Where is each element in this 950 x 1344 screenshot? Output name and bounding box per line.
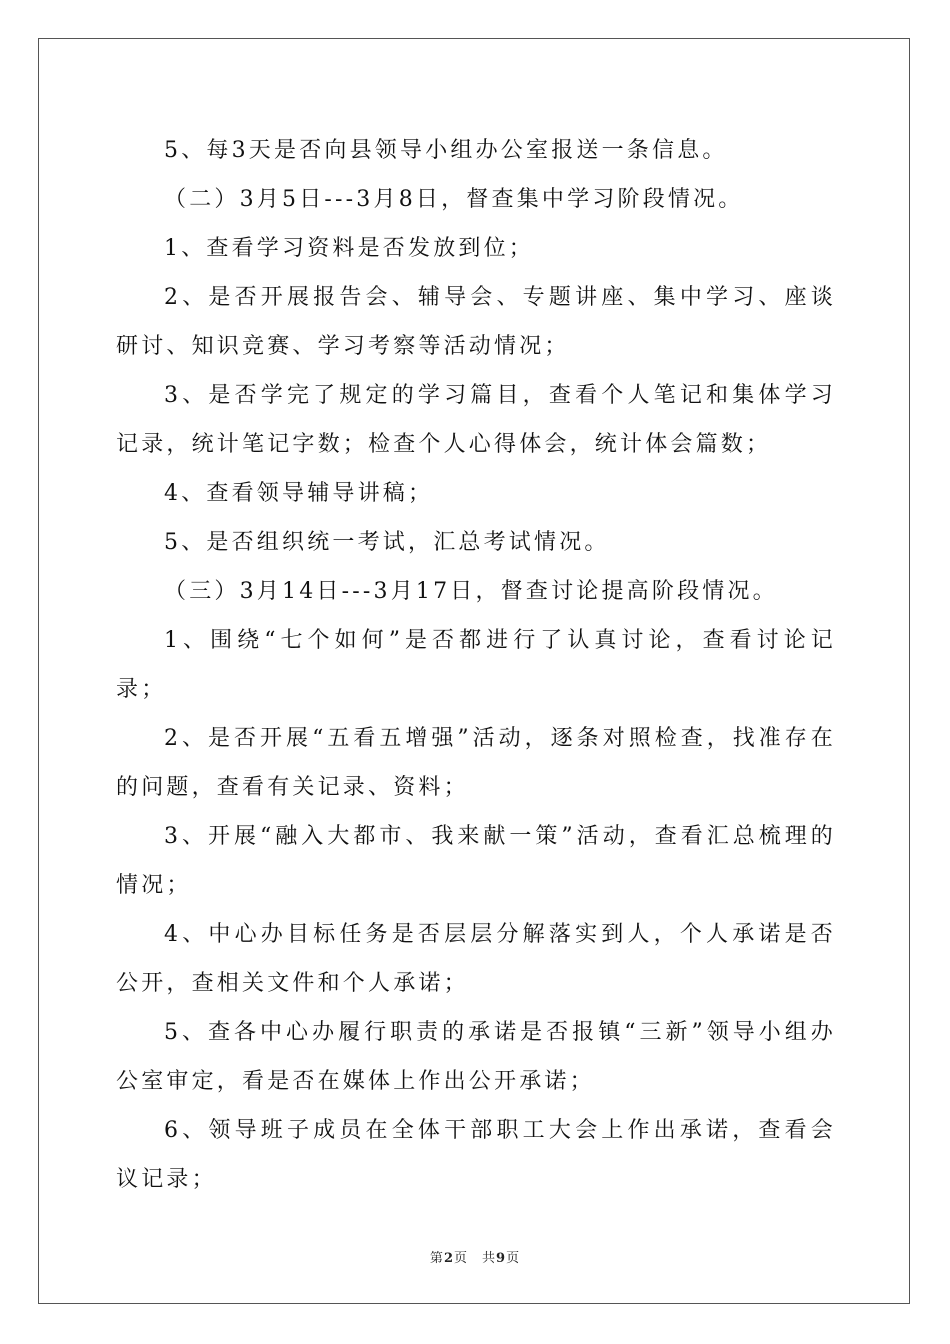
current-page-number: 2 [443,1251,454,1266]
paragraph: 4、中心办目标任务是否层层分解落实到人，个人承诺是否公开，查相关文件和个人承诺； [116,922,836,996]
paragraph: 5、是否组织统一考试，汇总考试情况。 [164,530,610,555]
section-heading: （三）3月14日---3月17日，督查讨论提高阶段情况。 [164,579,778,604]
page-suffix: 页 [453,1251,468,1266]
section-heading: （二）3月5日---3月8日，督查集中学习阶段情况。 [164,187,744,212]
document-body [116,126,836,1204]
paragraph: 3、是否学完了规定的学习篇目，查看个人笔记和集体学习记录，统计笔记字数；检查个人心得体会，统计体会篇数； [116,383,836,457]
total-prefix: 共 [482,1251,497,1266]
paragraph: 2、是否开展“五看五增强”活动，逐条对照检查，找准存在的问题，查看有关记录、资料； [116,726,836,800]
paragraph: 3、开展“融入大都市、我来献一策”活动，查看汇总梳理的情况； [116,824,836,898]
paragraph: 5、每3天是否向县领导小组办公室报送一条信息。 [164,138,728,163]
paragraph: 2、是否开展报告会、辅导会、专题讲座、集中学习、座谈研讨、知识竞赛、学习考察等活动情况； [116,285,836,359]
paragraph: 4、查看领导辅导讲稿； [164,481,434,506]
paragraph: 5、查各中心办履行职责的承诺是否报镇“三新”领导小组办公室审定，看是否在媒体上作出公开承诺； [116,1020,836,1094]
total-suffix: 页 [506,1251,521,1266]
paragraph: 1、围绕“七个如何”是否都进行了认真讨论，查看讨论记录； [116,628,836,702]
paragraph: 1、查看学习资料是否发放到位； [164,236,534,261]
total-page-number: 9 [496,1251,507,1266]
paragraph: 6、领导班子成员在全体干部职工大会上作出承诺，查看会议记录； [116,1118,836,1192]
page-footer [0,1247,950,1266]
page-prefix: 第 [429,1251,444,1266]
